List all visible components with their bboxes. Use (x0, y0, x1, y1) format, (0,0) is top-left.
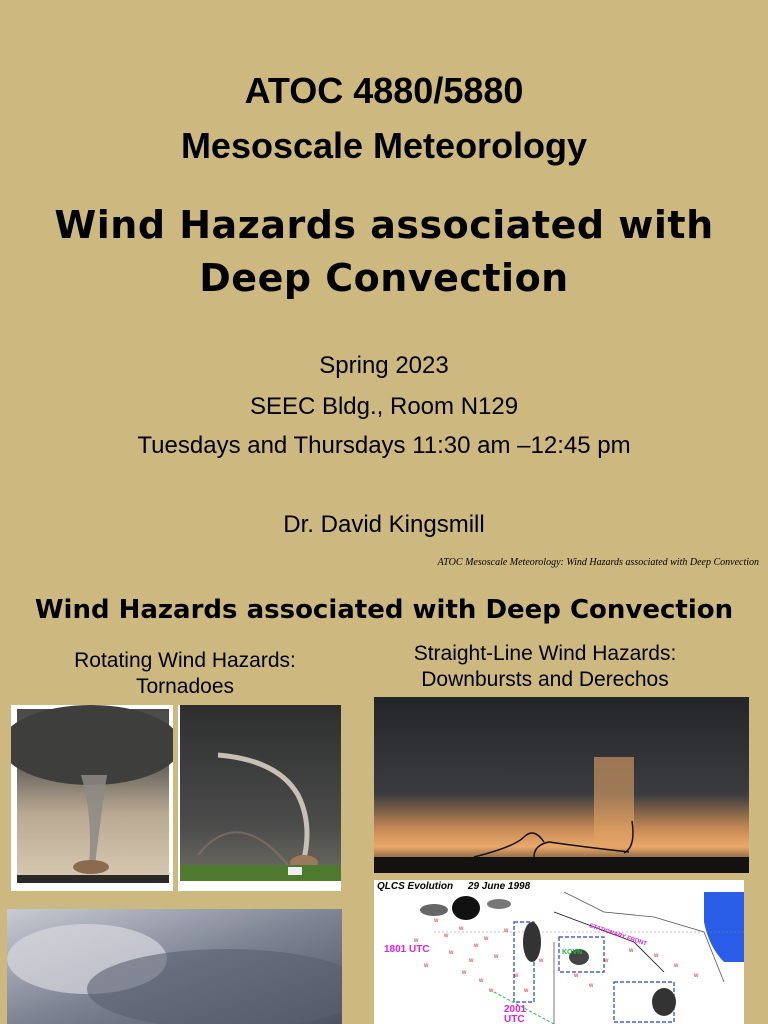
straight-line-hazards-caption (370, 641, 720, 693)
wind-report-marker: w (574, 973, 579, 979)
wind-report-marker: w (474, 943, 479, 949)
storm-cloud-photo (7, 909, 342, 1024)
wind-report-marker: w (479, 978, 484, 984)
stationary-front-label: STATIONARY FRONT (588, 923, 648, 948)
rotating-hazards-line1: Rotating Wind Hazards: (74, 649, 296, 672)
wind-report-marker: w (674, 963, 679, 969)
radar-time2-label: 2001 UTC (504, 1004, 527, 1024)
kovn-label: KOVN (562, 949, 583, 956)
slide2-heading: Wind Hazards associated with Deep Convection (34, 595, 734, 625)
rotating-hazards-line2: Tornadoes (135, 675, 235, 698)
wind-report-marker: w (459, 926, 464, 932)
slide-footer: ATOC Mesoscale Meteorology: Wind Hazards associated with Deep Convection (437, 557, 759, 568)
wind-report-marker: w (524, 988, 529, 994)
wind-report-marker: w (654, 953, 659, 959)
wind-report-marker: w (589, 983, 594, 989)
wind-report-marker: w (469, 958, 474, 964)
wind-report-marker: w (694, 973, 699, 979)
room: SEEC Bldg., Room N129 (249, 393, 519, 420)
rotating-hazards-caption (20, 648, 350, 700)
wind-report-marker: w (504, 928, 509, 934)
instructor: Dr. David Kingsmill (283, 511, 485, 538)
straight-line-hazards-line2: Downbursts and Derechos (421, 668, 669, 691)
wind-report-marker: w (514, 973, 519, 979)
downburst-photo (374, 697, 749, 873)
course-name: Mesoscale Meteorology (180, 125, 588, 166)
wind-report-marker: w (629, 948, 634, 954)
topic-title-line2: Deep Convection (199, 256, 569, 300)
wind-report-marker: w (494, 954, 499, 960)
schedule: Tuesdays and Thursdays 11:30 am –12:45 pm (137, 432, 631, 459)
wind-report-marker: w (489, 988, 494, 994)
radar-title: QLCS Evolution (377, 881, 454, 892)
wind-report-marker: w (434, 918, 439, 924)
straight-line-hazards-line1: Straight-Line Wind Hazards: (413, 642, 677, 665)
tornado-photo-1 (11, 705, 173, 891)
radar-date: 29 June 1998 (467, 881, 531, 892)
wind-report-marker: w (449, 950, 454, 956)
wind-report-marker: w (462, 970, 467, 976)
wind-report-marker: w (539, 958, 544, 964)
radar-time1-label: 1801 UTC (384, 944, 430, 955)
course-code: ATOC 4880/5880 (244, 70, 524, 111)
wind-report-marker: w (484, 936, 489, 942)
wind-report-marker: w (414, 938, 419, 944)
term: Spring 2023 (319, 352, 449, 379)
tornado-photo-2 (178, 705, 341, 891)
wind-report-marker: w (444, 933, 449, 939)
wind-report-marker: w (424, 963, 429, 969)
topic-title-line1: Wind Hazards associated with (54, 203, 714, 247)
wind-report-marker: w (604, 958, 609, 964)
qlcs-radar-map (374, 880, 744, 1024)
